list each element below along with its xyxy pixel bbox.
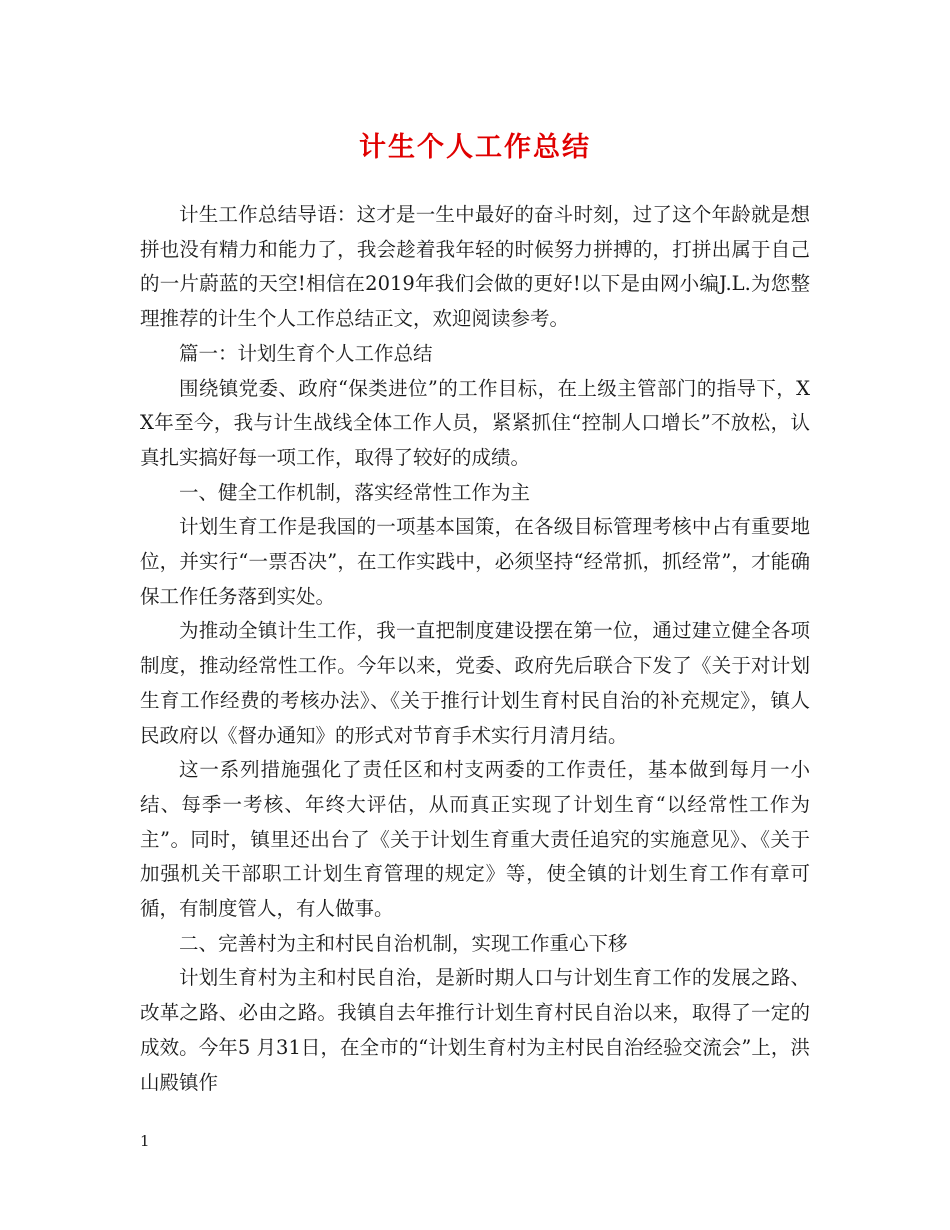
section-heading-1: 一、健全工作机制，落实经常性工作为主 — [179, 480, 531, 504]
section-heading-2: 二、完善村为主和村民自治机制，实现工作重心下移 — [179, 931, 628, 955]
paragraph-village: 计划生育村为主和村民自治，是新时期人口与计划生育工作的发展之路、改革之路、必由之路。我镇自去年推行计划生育村民自治以来，取得了一定的成效。今年5 月31日，在全市的“计划生育村为主村民自治经验交流会”上，洪山殿镇作 — [140, 966, 810, 1094]
section-heading-part-one: 篇一：计划生育个人工作总结 — [179, 341, 433, 365]
page-number: 1 — [140, 1132, 150, 1150]
paragraph-system: 为推动全镇计生工作，我一直把制度建设摆在第一位，通过建立健全各项制度，推动经常性工作。今年以来，党委、政府先后联合下发了《关于对计划生育工作经费的考核办法》、《关于推行计划生育村民自治的补充规定》，镇人民政府以《督办通知》的形式对节育手术实行月清月结。 — [140, 619, 810, 747]
paragraph-goal: 围绕镇党委、政府“保类进位”的工作目标，在上级主管部门的指导下，XX年至今，我与计生战线全体工作人员，紧紧抓住“控制人口增长”不放松，认真扎实搞好每一项工作，取得了较好的成绩。 — [140, 376, 810, 469]
document-body — [140, 198, 810, 1100]
paragraph-intro: 计生工作总结导语：这才是一生中最好的奋斗时刻，过了这个年龄就是想拼也没有精力和能力了，我会趁着我年轻的时候努力拼搏的，打拼出属于自己的一片蔚蓝的天空!相信在2019年我们会做的更好!以下是由网小编J.L.为您整理推荐的计生个人工作总结正文，欢迎阅读参考。 — [140, 203, 810, 331]
paragraph-measures: 这一系列措施强化了责任区和村支两委的工作责任，基本做到每月一小结、每季一考核、年终大评估，从而真正实现了计划生育“以经常性工作为主”。同时，镇里还出台了《关于计划生育重大责任追究的实施意见》、《关于加强机关干部职工计划生育管理的规定》等，使全镇的计划生育工作有章可循，有制度管人，有人做事。 — [140, 758, 810, 921]
document-title: 计生个人工作总结 — [359, 132, 591, 163]
paragraph-policy: 计划生育工作是我国的一项基本国策，在各级目标管理考核中占有重要地位，并实行“一票否决”，在工作实践中，必须坚持“经常抓，抓经常”，才能确保工作任务落到实处。 — [140, 515, 810, 608]
